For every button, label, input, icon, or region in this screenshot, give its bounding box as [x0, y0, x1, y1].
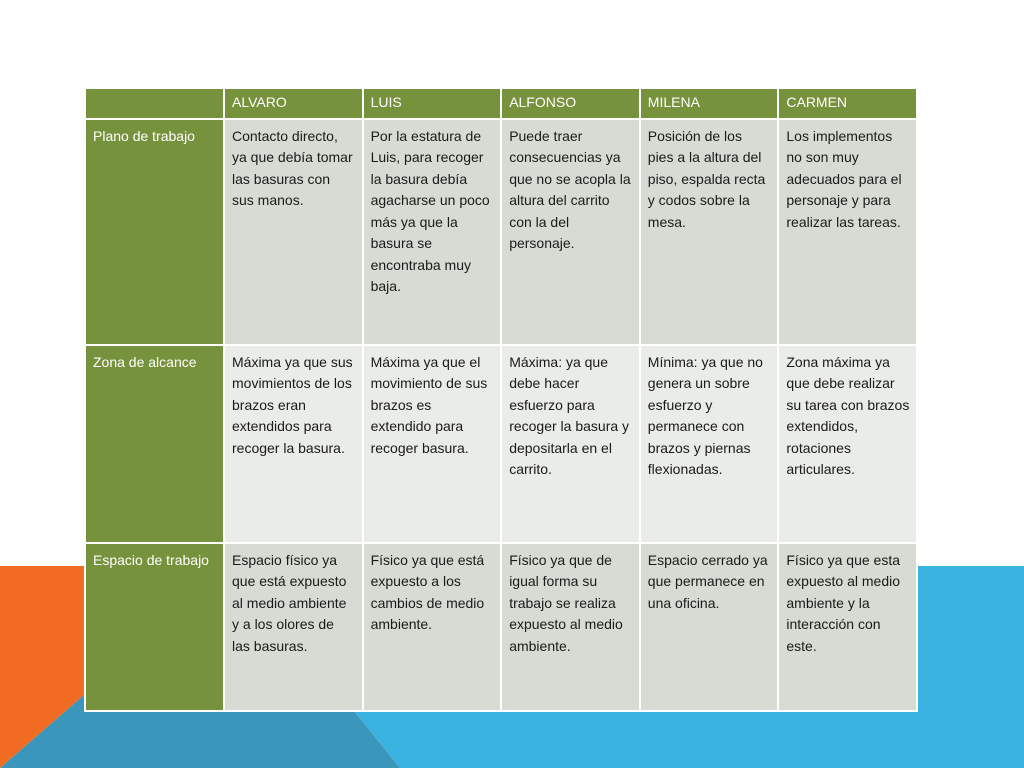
table-cell: Puede traer consecuencias ya que no se acopla la altura del carrito con la del personaje. [501, 119, 640, 345]
table-row [85, 543, 917, 711]
table-cell: Zona máxima ya que debe realizar su tarea con brazos extendidos, rotaciones articulares. [778, 345, 917, 543]
table-row [85, 345, 917, 543]
table-header-row [85, 88, 917, 119]
table-cell: Contacto directo, ya que debía tomar las basuras con sus manos. [224, 119, 363, 345]
column-header-luis: LUIS [363, 88, 502, 119]
row-label-espacio-de-trabajo: Espacio de trabajo [85, 543, 224, 711]
table-cell: Máxima ya que sus movimientos de los brazos eran extendidos para recoger la basura. [224, 345, 363, 543]
table-cell: Máxima: ya que debe hacer esfuerzo para recoger la basura y depositarla en el carrito. [501, 345, 640, 543]
table-cell: Espacio cerrado ya que permanece en una oficina. [640, 543, 779, 711]
column-header-carmen: CARMEN [778, 88, 917, 119]
table-cell: Los implementos no son muy adecuados para el personaje y para realizar las tareas. [778, 119, 917, 345]
table-cell: Físico ya que de igual forma su trabajo se realiza expuesto al medio ambiente. [501, 543, 640, 711]
column-header-milena: MILENA [640, 88, 779, 119]
table-cell: Mínima: ya que no genera un sobre esfuerzo y permanece con brazos y piernas flexionadas. [640, 345, 779, 543]
comparison-table [84, 87, 918, 712]
table-cell: Máxima ya que el movimiento de sus brazos es extendido para recoger basura. [363, 345, 502, 543]
corner-header-cell [85, 88, 224, 119]
row-label-zona-de-alcance: Zona de alcance [85, 345, 224, 543]
table-cell: Físico ya que está expuesto a los cambios de medio ambiente. [363, 543, 502, 711]
comparison-table-container [84, 87, 916, 712]
row-label-plano-de-trabajo: Plano de trabajo [85, 119, 224, 345]
table-row [85, 119, 917, 345]
column-header-alfonso: ALFONSO [501, 88, 640, 119]
table-cell: Físico ya que esta expuesto al medio ambiente y la interacción con este. [778, 543, 917, 711]
table-cell: Espacio físico ya que está expuesto al medio ambiente y a los olores de las basuras. [224, 543, 363, 711]
table-cell: Posición de los pies a la altura del piso, espalda recta y codos sobre la mesa. [640, 119, 779, 345]
column-header-alvaro: ALVARO [224, 88, 363, 119]
table-cell: Por la estatura de Luis, para recoger la basura debía agacharse un poco más ya que la basura se encontraba muy baja. [363, 119, 502, 345]
